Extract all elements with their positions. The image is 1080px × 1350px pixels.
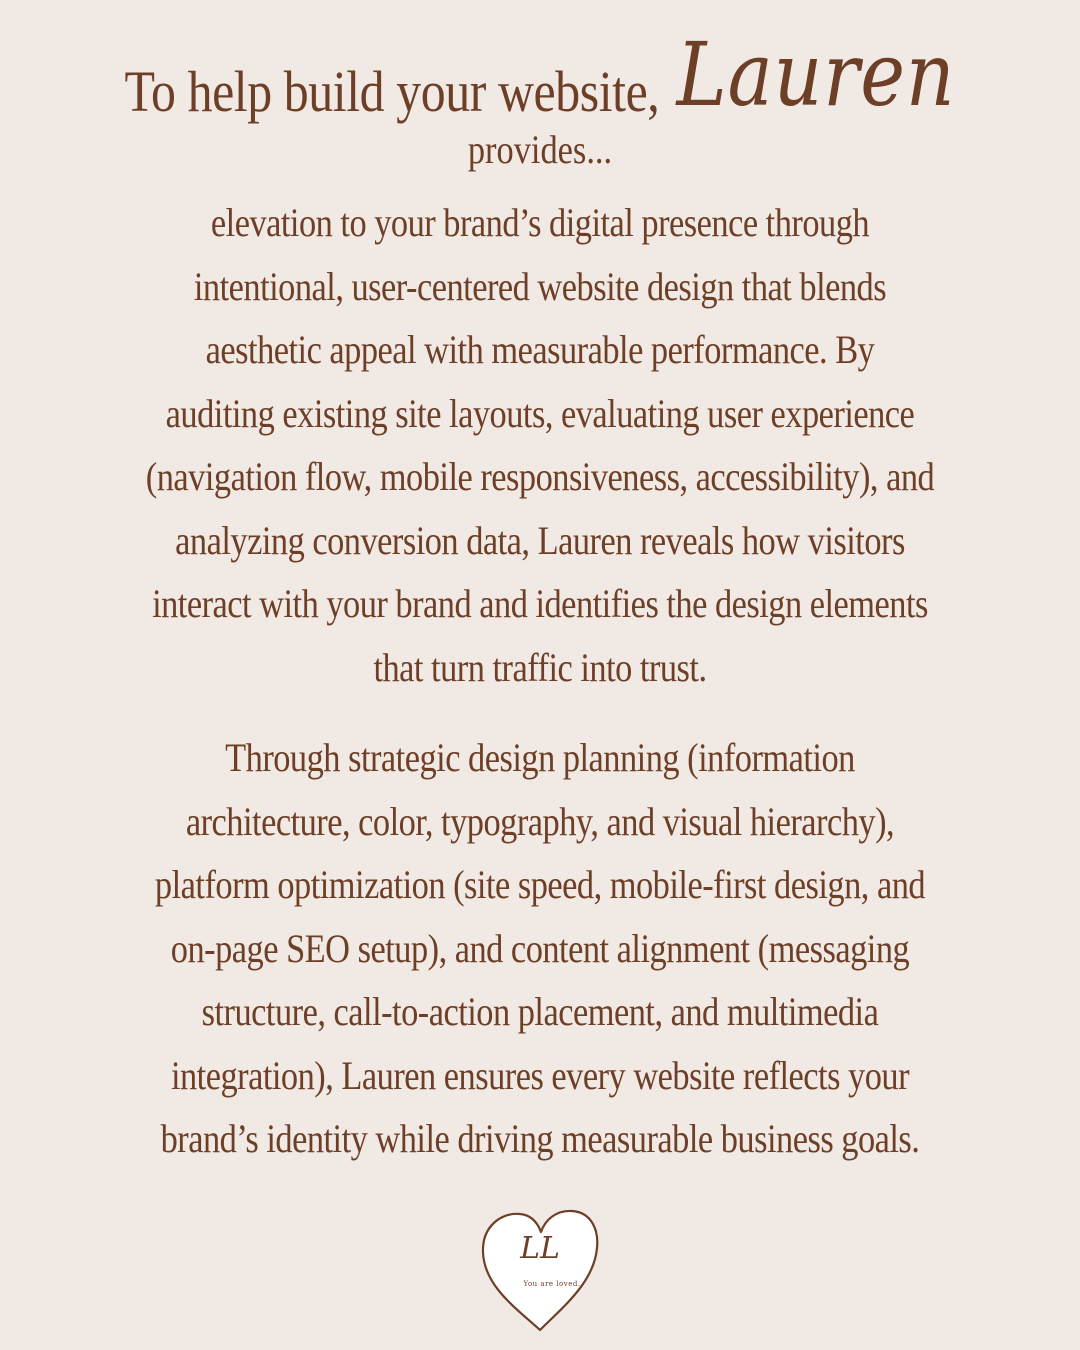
logo-tagline: You are loved.: [523, 1280, 581, 1288]
paragraph-1: [60, 191, 1020, 699]
paragraph-line: Through strategic design planning (information: [225, 735, 855, 780]
paragraph-line: platform optimization (site speed, mobile-first design, and: [154, 862, 926, 907]
paragraph-line: brand’s identity while driving measurable business goals.: [160, 1116, 920, 1161]
paragraph-line: interact with your brand and identifies the design elements: [152, 581, 928, 626]
heading-script-name: Lauren: [676, 23, 956, 126]
heading-intro-text: To help build your website,: [124, 59, 660, 124]
paragraph-line: structure, call-to-action placement, and multimedia: [201, 989, 879, 1034]
paragraph-line: integration), Lauren ensures every website reflects your: [170, 1052, 910, 1098]
paragraph-2: [60, 726, 1020, 1171]
paragraph-line: analyzing conversion data, Lauren reveals how visitors: [175, 517, 905, 563]
heart-icon: [478, 1206, 602, 1334]
logo: [478, 1206, 602, 1334]
heading: [0, 23, 1080, 175]
paragraph-line: that turn traffic into trust.: [373, 644, 707, 690]
paragraph-line: auditing existing site layouts, evaluating user experience: [165, 390, 915, 436]
paragraph-line: (navigation flow, mobile responsiveness, accessibility), and: [145, 454, 935, 499]
paragraph-line: aesthetic appeal with measurable performance. By: [205, 327, 875, 372]
heading-line-2: provides...: [467, 127, 613, 172]
paragraph-line: architecture, color, typography, and visual hierarchy),: [185, 798, 895, 844]
paragraph-line: on-page SEO setup), and content alignment (messaging: [170, 925, 910, 971]
paragraph-line: intentional, user-centered website design that blends: [193, 263, 887, 309]
paragraph-line: elevation to your brand’s digital presence through: [210, 200, 870, 245]
logo-monogram: LL: [520, 1231, 560, 1266]
